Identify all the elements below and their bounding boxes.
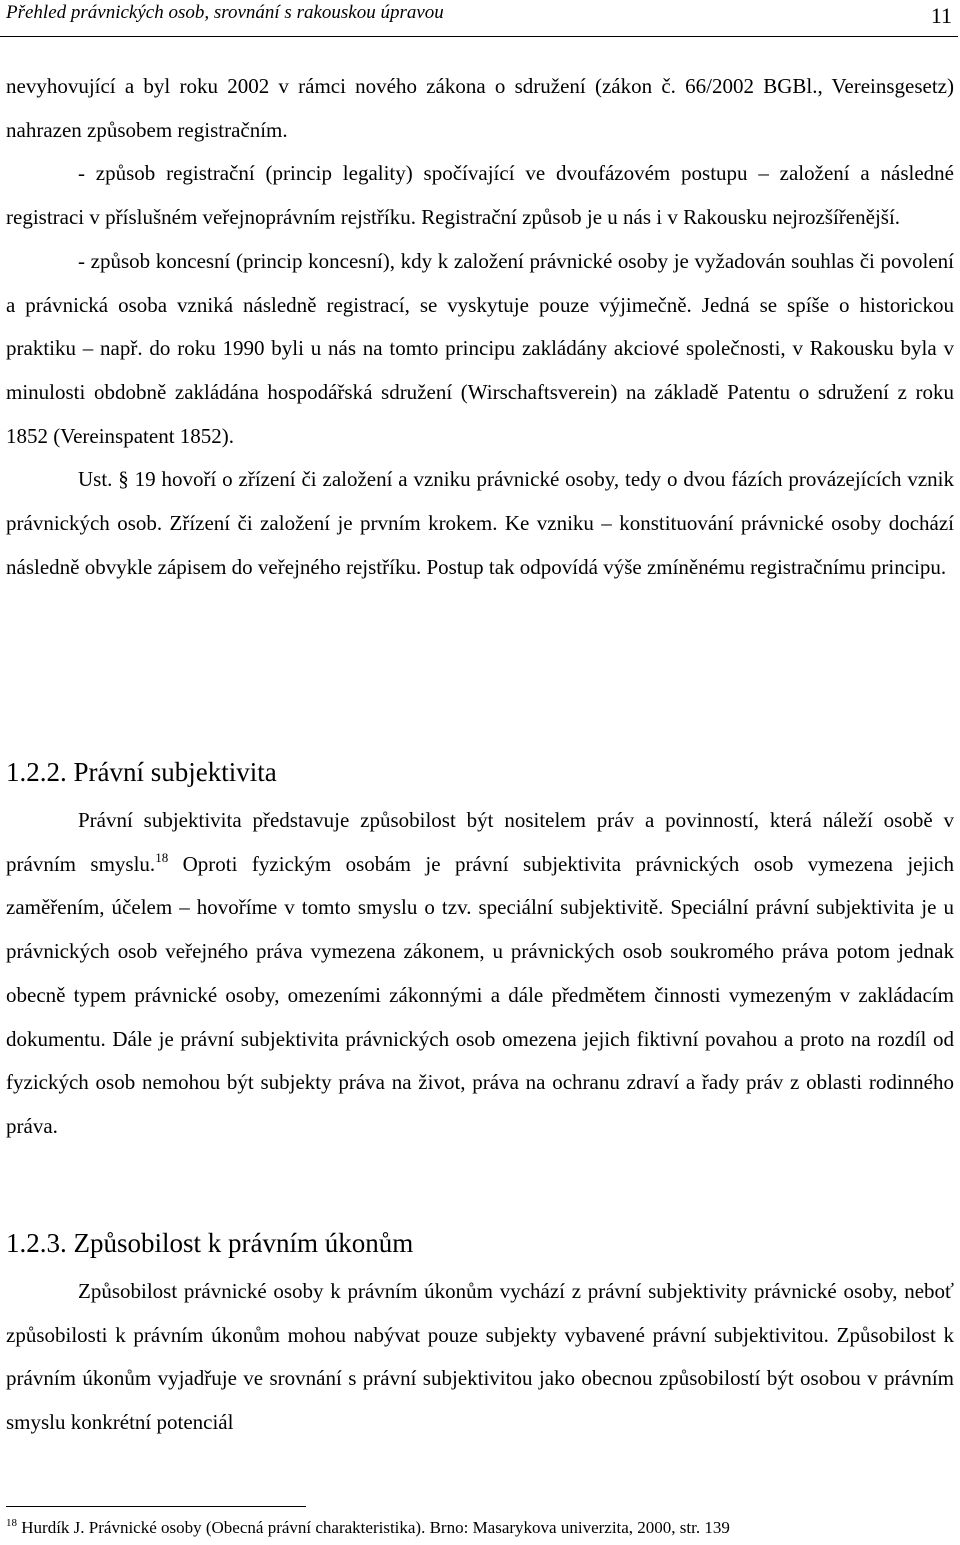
body-text	[6, 65, 954, 589]
footnote-number: 18	[6, 1517, 17, 1529]
paragraph-registration-change: nevyhovující a byl roku 2002 v rámci nového zákona o sdružení (zákon č. 66/2002 BGBl., Vereinsgesetz) nahrazen způsobem registračním.	[6, 74, 954, 142]
section-heading-legal-capacity: 1.2.3. Způsobilost k právním úkonům	[6, 1228, 414, 1258]
section-legal-capacity	[6, 1225, 954, 1445]
header-title: Přehled právnických osob, srovnání s rakouskou úpravou	[6, 2, 444, 23]
paragraph-legal-capacity: Způsobilost právnické osoby k právním úkonům vychází z právní subjektivity právnické osoby, neboť způsobilosti k právním úkonům mohou nabývat pouze subjekty vybavené právní subjektivitou. Způsobilost k právním úkonům vyjadřuje ve srovnání s právní subjektivitou jako obecnou způsobilostí být osobou v právním smyslu konkrétní potenciál	[6, 1279, 954, 1435]
section-legal-personality	[6, 754, 954, 1149]
paragraph-section-19: Ust. § 19 hovoří o zřízení či založení a vzniku právnické osoby, tedy o dvou fázích provázejících vznik právnických osob. Zřízení či založení je prvním krokem. Ke vzniku – konstituování právnické osoby dochází následně obvykle zápisem do veřejného rejstříku. Postup tak odpovídá výše zmíněnému registračnímu principu.	[6, 467, 954, 579]
legal-personality-text-rest: Oproti fyzickým osobám je právní subjektivita právnických osob vymezena jejich zaměřením, účelem – hovoříme v tomto smyslu o tzv. speciální subjektivitě. Speciální právní subjektivita je u právnických osob veřejného práva vymezena zákonem, u právnických osob soukromého práva potom jednak obecně typem právnické osoby, omezeními zákonnými a dále předmětem činnosti vymezeným v zakládacím dokumentu. Dále je právní subjektivita právnických osob omezena jejich fiktivní povahou a proto na rozdíl od fyzických osob nemohou být subjekty práva na život, práva na ochranu zdraví a řady práv z oblasti rodinného práva.	[6, 851, 954, 1138]
section-heading-legal-personality: 1.2.2. Právní subjektivita	[6, 757, 277, 787]
paragraph-registration-method: - způsob registrační (princip legality) spočívající ve dvoufázovém postupu – založení a následné registraci v příslušném veřejnoprávním rejstříku. Registrační způsob je u nás i v Rakousku nejrozšířenější.	[6, 161, 954, 230]
page-number: 11	[930, 3, 952, 28]
paragraph-legal-personality	[6, 799, 954, 1149]
footnote	[6, 1516, 730, 1540]
footnote-text: Hurdík J. Právnické osoby (Obecná právní charakteristika). Brno: Masarykova univerzita, 2000, str. 139	[17, 1518, 730, 1537]
footnote-separator	[6, 1506, 306, 1507]
legal-personality-text-start: Právní subjektivita představuje způsobilost být nositelem práv a povinností, která náleží osobě v právním smyslu.	[6, 808, 954, 876]
running-header	[0, 0, 958, 37]
paragraph-concession-method: - způsob koncesní (princip koncesní), kdy k založení právnické osoby je vyžadován souhlas či povolení a právnická osoba vzniká následně registrací, se vyskytuje pouze výjimečně. Jedná se spíše o historickou praktiku – např. do roku 1990 byli u nás na tomto principu zakládány akciové společnosti, v Rakousku byla v minulosti obdobně zakládána hospodářská sdružení (Wirschaftsverein) na základě Patentu o sdružení z roku 1852 (Vereinspatent 1852).	[6, 248, 954, 448]
footnote-reference[interactable]: 18	[155, 849, 169, 865]
